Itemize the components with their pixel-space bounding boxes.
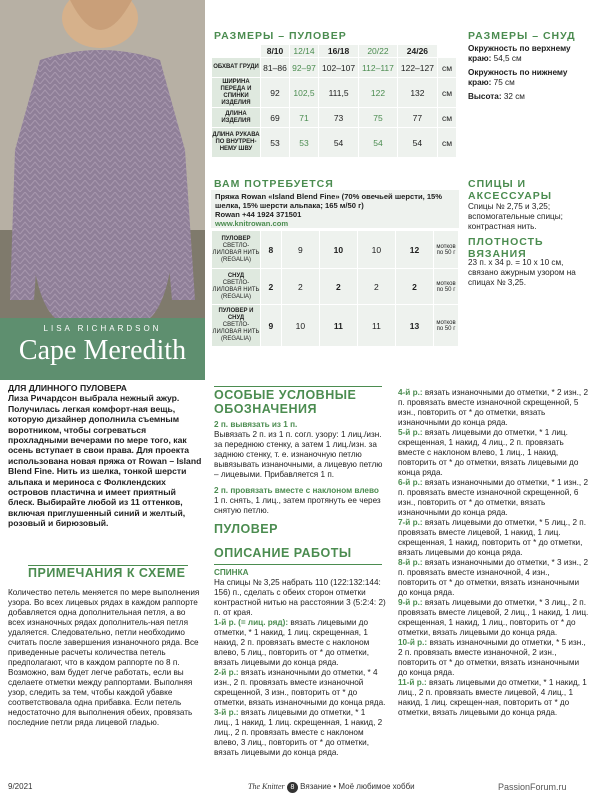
row-text: вязать изнаночными до отметки, * 4 изн., 2 п. провязать вместе изнаночной скрещенной, 3 изн., повторить от * до отметки, вязать изнаночными до конца ряда. [214, 668, 386, 707]
yarn-box [211, 190, 459, 228]
row-number: 8-й р.: [398, 558, 423, 567]
row-label: ДЛИНА ИЗДЕЛИЯ [212, 108, 261, 128]
length-value: 75 [359, 108, 398, 128]
row-text: вязать лицевыми до отметки, * 1 лиц., 1 накид, 1 лиц. скрещенная, 1 накид, 2 лиц., 2 п. провязать вместе с наклоном влево, 3 лиц., повторить от * до отметки, вязать лицевыми до конца ряда. [214, 708, 383, 757]
snood-sizes [468, 44, 590, 102]
chest-value: 112–117 [359, 58, 398, 78]
yarn-count: 2 [319, 269, 357, 305]
abbr-heading: ОСОБЫЕ УСЛОВНЫЕ ОБОЗНАЧЕНИЯ [214, 388, 357, 416]
snood-label: Окружность по верхнему краю: [468, 44, 571, 63]
yarn-count: 12 [395, 231, 433, 269]
length-value: 73 [319, 108, 359, 128]
yarn-website: www.knitrowan.com [215, 219, 289, 228]
pattern-title: Cape Meredith [18, 335, 187, 366]
row-text: вязать изнаночными до отметки, * 2 изн., 2 п. провязать вместе изнаночной скрещенной, 5 изн., повторить от * до отметки, вязать изнаночными до конца ряда. [398, 388, 589, 427]
abbr-1-title: 2 п. вывязать из 1 п. [214, 420, 298, 429]
chest-value: 81–86 [261, 58, 290, 78]
row-text: вязать лицевыми до отметки, * 1 накид, 1 лиц., 2 п. провязать вместе лицевой, 4 лиц., 1 накид, 1 лиц. скрещен-ная, повторить от * до отметки, вязать лицевыми до конца ряда. [398, 678, 587, 717]
yarn-count: 9 [261, 305, 282, 347]
size-header: 8/10 [261, 45, 290, 58]
issue-number: 9/2021 [8, 782, 33, 791]
unit: см [438, 108, 457, 128]
snood-value: 75 см [493, 78, 515, 87]
yarn-unit: мотков по 50 г [434, 305, 459, 347]
sleeve-value: 54 [359, 128, 398, 158]
width-value: 92 [261, 78, 290, 108]
gauge-heading: ПЛОТНОСТЬ ВЯЗАНИЯ [468, 236, 544, 260]
snood-label: Высота: [468, 92, 502, 101]
watermark: PassionForum.ru [498, 782, 567, 792]
gauge-text: 23 п. х 34 р. = 10 х 10 см, связано ажурным узором на спицах № 3,25. [468, 258, 576, 287]
snood-value: 32 см [503, 92, 525, 101]
size-header: 16/18 [319, 45, 359, 58]
intro-text: Лиза Ричардсон выбрала нежный ажур. Получилась легкая комфорт-ная вещь, которую дизайнер дополнила съемным воротником, чтобы согреваться прохладными вечерами по мере того, как осень вступает в свои права. Для проекта использована новая пряжа от Rowan – Island Blend Fine. Нить из шелка, тонкой шерсти альпака и мериноса с Фолклендских островов пластична и имеет приятный блеск. Выбирайте любой из 11 оттенков, включая приглушенный синий и желтый, розовый и бирюзовый. [8, 393, 202, 529]
sleeve-value: 53 [290, 128, 319, 158]
footer-magazine [248, 782, 438, 793]
row-text: вязать лицевыми до отметки, * 5 лиц., 2 п. провязать вместе лицевой, 1 накид, 1 лиц. скрещенная, 1 накид, повторить от * до отметки, вязать лицевыми до конца ряда. [398, 518, 586, 557]
row-number: 11-й р.: [398, 678, 427, 687]
size-header: 12/14 [290, 45, 319, 58]
needs-heading: ВАМ ПОТРЕБУЕТСЯ [214, 178, 334, 190]
length-value: 77 [397, 108, 437, 128]
abbr-2-title: 2 п. провязать вместе с наклоном влево [214, 486, 379, 495]
row-number: 3-й р.: [214, 708, 239, 717]
row-text: вязать изнаночными до отметки, * 5 изн., 2 п. провязать вместе изнаночной, 2 изн., повторить от * до отметки, вязать изнаночными до конца ряда. [398, 638, 586, 677]
width-value: 122 [359, 78, 398, 108]
yarn-contact: Rowan +44 1924 371501 [215, 210, 302, 219]
pattern-col2 [214, 568, 386, 758]
intro [8, 383, 204, 529]
chest-value: 102–107 [319, 58, 359, 78]
yarn-count: 11 [319, 305, 357, 347]
intro-lead: ДЛЯ ДЛИННОГО ПУЛОВЕРА [8, 383, 128, 393]
chest-value: 122–127 [397, 58, 437, 78]
notes-heading: ПРИМЕЧАНИЯ К СХЕМЕ [28, 566, 186, 580]
row-number: 4-й р.: [398, 388, 423, 397]
needles-text: Спицы № 2,75 и 3,25; вспомогательные спицы; контрастная нить. [468, 202, 563, 231]
yarn-unit: мотков по 50 г [434, 269, 459, 305]
unit: см [438, 58, 457, 78]
pattern-intro: На спицы № 3,25 набрать 110 (122:132:144: 156) п., сделать с обеих сторон отметки контрастной нитью на расстоянии 3 (5:2:4: 2) п. от края. [214, 578, 386, 617]
abbr-2-text: 1 п. снять, 1 лиц., затем протянуть ее через снятую петлю. [214, 496, 381, 515]
needles-heading: СПИЦЫ И АКСЕССУАРЫ [468, 178, 553, 202]
yarn-count: 10 [319, 231, 357, 269]
yarn-count: 9 [281, 231, 319, 269]
unit: см [438, 78, 457, 108]
row-number: 7-й р.: [398, 518, 423, 527]
abbr-1-text: Вывязать 2 п. из 1 п. согл. узору: 1 лиц./изн. за переднюю стенку, а затем 1 лиц./изн. за заднюю стенку, т. е. изнаночную петлю вывязывать изнаночными, а лицевую петлю – лицевыми. Прибавляется 1 п. [214, 430, 383, 479]
width-value: 102,5 [290, 78, 319, 108]
row-text: вязать лицевыми до отметки, * 1 лиц. скрещенная, 1 накид, 4 лиц., 2 п. провязать вместе с наклоном влево, 1 лиц., 1 накид, повторить от * до отметки, вязать лицевыми до конца ряда. [398, 428, 579, 477]
sleeve-value: 54 [397, 128, 437, 158]
width-value: 111,5 [319, 78, 359, 108]
abbr-block [214, 420, 386, 516]
pattern-col3 [398, 388, 590, 718]
row-number: 1-й р. (= лиц. ряд): [214, 618, 289, 627]
yarn-count: 13 [395, 305, 433, 347]
length-value: 71 [290, 108, 319, 128]
pullover-heading: ПУЛОВЕР [214, 522, 278, 536]
row-text: вязать лицевыми до отметки, * 1 накид, 1 лиц. скрещенная, 1 накид, 2 п. провязать вместе с наклоном влево, 5 лиц., повторить от * до отметки, вязать лицевыми до конца ряда. [214, 618, 370, 667]
row-number: 6-й р.: [398, 478, 423, 487]
yarn-count: 2 [261, 269, 282, 305]
snood-value: 54,5 см [493, 54, 522, 63]
row-number: 5-й р.: [398, 428, 423, 437]
back-heading: СПИНКА [214, 568, 249, 577]
author-band [0, 318, 205, 380]
yarn-row-label: СНУД СВЕТЛО-ЛИЛОВАЯ НИТЬ (REGALIA) [212, 269, 261, 305]
length-value: 69 [261, 108, 290, 128]
yarn-count: 2 [281, 269, 319, 305]
sizes-heading: РАЗМЕРЫ – ПУЛОВЕР [214, 30, 347, 42]
size-header: 24/26 [397, 45, 437, 58]
snood-heading: РАЗМЕРЫ – СНУД [468, 30, 576, 42]
row-label: ОБХВАТ ГРУДИ [212, 58, 261, 78]
width-value: 132 [397, 78, 437, 108]
size-header: 20/22 [359, 45, 398, 58]
page-number: 8 [287, 782, 298, 793]
yarn-unit: мотков по 50 г [434, 231, 459, 269]
row-label: ДЛИНА РУКАВА ПО ВНУТРЕН-НЕМУ ШВУ [212, 128, 261, 158]
snood-label: Окружность по нижнему краю: [468, 68, 568, 87]
yarn-table [211, 230, 459, 347]
yarn-count: 8 [261, 231, 282, 269]
row-number: 2-й р.: [214, 668, 239, 677]
unit: см [438, 128, 457, 158]
yarn-title: Пряжа Rowan «Island Blend Fine» (70% овечьей шерсти, 15% шелка, 15% шерсти альпака; 165 м/50 г) [215, 192, 443, 210]
yarn-count: 10 [357, 231, 395, 269]
magazine-subtitle: Вязание • Моё любимое хобби [300, 782, 415, 791]
row-text: вязать изнаночными до отметки, * 3 изн., 2 п. провязать вместе изнаночной, 4 изн., повторить от * до отметки, вязать изнаночными до конца ряда. [398, 558, 589, 597]
author-name: LISA RICHARDSON [43, 324, 162, 333]
yarn-row-label: ПУЛОВЕР И СНУД СВЕТЛО-ЛИЛОВАЯ НИТЬ (REGALIA) [212, 305, 261, 347]
yarn-row-label: ПУЛОВЕР СВЕТЛО-ЛИЛОВАЯ НИТЬ (REGALIA) [212, 231, 261, 269]
row-text: вязать изнаночными до отметки, * 1 изн., 2 п. провязать вместе изнаночной скрещенной, 6 изн., повторить от * до отметки, вязать изнаночными до конца ряда. [398, 478, 589, 517]
work-heading: ОПИСАНИЕ РАБОТЫ [214, 546, 352, 560]
sleeve-value: 53 [261, 128, 290, 158]
model-photo [0, 0, 205, 318]
yarn-count: 11 [357, 305, 395, 347]
sleeve-value: 54 [319, 128, 359, 158]
chest-value: 92–97 [290, 58, 319, 78]
row-label: ШИРИНА ПЕРЕДА И СПИНКИ ИЗДЕЛИЯ [212, 78, 261, 108]
yarn-count: 2 [357, 269, 395, 305]
row-number: 10-й р.: [398, 638, 428, 647]
yarn-count: 2 [395, 269, 433, 305]
magazine-name: The Knitter [248, 782, 285, 791]
notes-text: Количество петель меняется по мере выполнения узора. Во всех лицевых рядах в каждом раппорте добавляется одна дополнительная петля, а во всех изнаночных рядах дополнитель-ная петля удаляется. Следовательно, петли необходимо считать после завершения изнаночного ряда. Все приведенные расчеты количества петель предполагают, что в каждом раппорте по 8 п. Возможно, вам будет легче работать, если вы сделаете отметки между раппортами. Выполняя узор, следить за тем, чтобы каждой убавке соответствовала одна прибавка. Если петель недостаточно для выполнения обеих, провязать последние петли ряда лицевой гладью. [8, 588, 200, 727]
sizes-table [211, 44, 457, 158]
yarn-count: 10 [281, 305, 319, 347]
row-text: вязать лицевыми до отметки, * 3 лиц., 2 п. провязать вместе лицевой, 2 лиц., 1 накид, 1 лиц. скрещенная, 1 накид, 1 лиц., повторить от * до отметки, вязать лицевыми до конца ряда. [398, 598, 589, 637]
row-number: 9-й р.: [398, 598, 423, 607]
